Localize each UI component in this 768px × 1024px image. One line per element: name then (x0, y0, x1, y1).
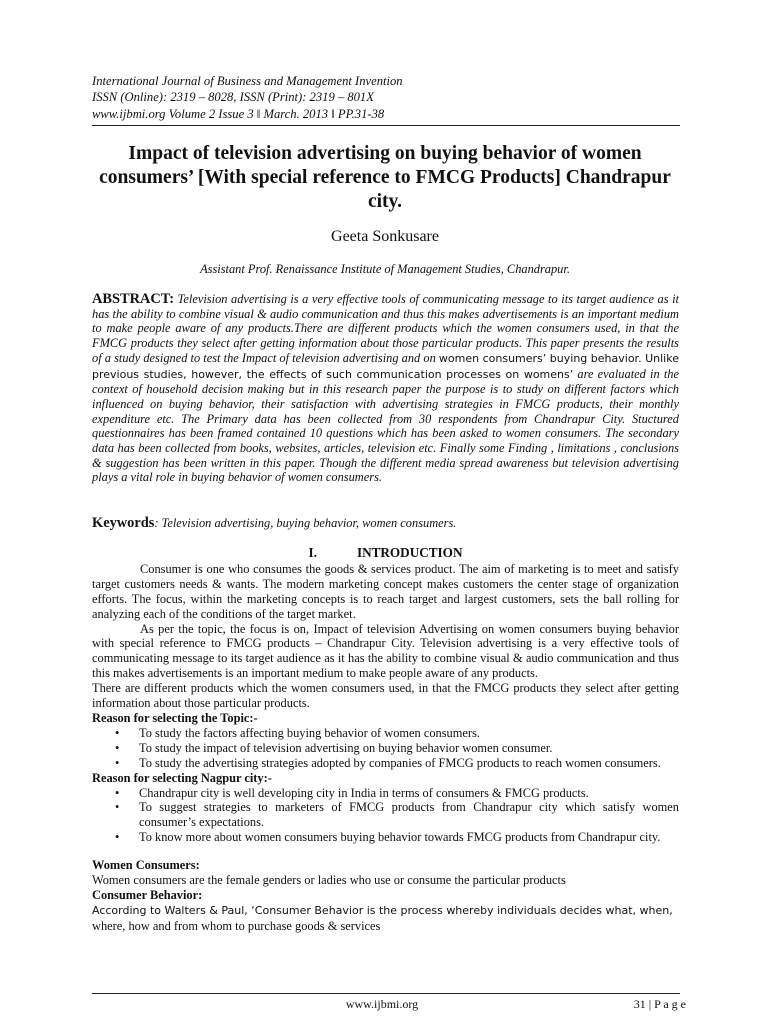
abstract-text-cont: are evaluated in the context of household decision making but in this research paper the purpose is to study on different factors which influenced on buying behavior, their satisfaction with advertising strategies in FMCG products, their monthly expenditure etc. The Primary data has been collected from 30 respondents from Chandrapur City. Stuctured questionnaires has been framed contained 10 questions which has been asked to women consumers. The secondary data has been collected from books, websites, articles, television etc. Finally some Finding , limitations , conclusions & suggestion has been written in this paper. Though the different media spread awareness but television advertising plays a vital role in buying behavior of women consumers. (92, 366, 679, 485)
bullet-icon: • (115, 785, 120, 800)
intro-paragraph-2: As per the topic, the focus is on, Impact of television Advertising on women consumers buying behavior with special reference to FMCG products – Chandrapur City. Television advertising is a very effective tools of communicating message to its target audience as it has the ability to combine visual & audio communication and thus this makes advertisements is an important medium to make people aware of any products. (92, 621, 679, 681)
bullet-icon: • (115, 800, 120, 815)
author-affiliation: Assistant Prof. Renaissance Institute of Management Studies, Chandrapur. (200, 262, 570, 276)
section-title: INTRODUCTION (356, 545, 463, 560)
list-item: • To study the factors affecting buying behavior of women consumers. (115, 725, 480, 740)
women-consumers-heading: Women Consumers: (92, 858, 200, 873)
abstract-label: ABSTRACT: (92, 291, 175, 307)
journal-header (92, 73, 692, 122)
section-heading (92, 546, 679, 561)
topic-reasons-list (92, 726, 679, 771)
bullet-icon: • (115, 725, 120, 740)
list-item: • Chandrapur city is well developing city in India in terms of consumers & FMCG products. (115, 785, 589, 800)
women-consumers-text: Women consumers are the female genders or ladies who use or consume the particular products (92, 873, 566, 888)
journal-name: International Journal of Business and Management Invention (92, 74, 403, 88)
topic-reasons-heading: Reason for selecting the Topic:- (92, 710, 258, 725)
footer-url: www.ijbmi.org (345, 997, 419, 1011)
city-reasons-heading: Reason for selecting Nagpur city:- (92, 770, 272, 785)
header-rule (92, 125, 680, 126)
consumer-behavior-heading: Consumer Behavior: (92, 887, 203, 902)
abstract-text: Television advertising is a very effective tools of communicating message to its target audience as it has the ability to combine visual & audio communication and thus this makes advertisements is an important medium to make people aware of any products.There are different products which the women consumers used, in that the FMCG products they select after getting information about those particular products. This paper presents the results of a study designed to test the Impact of television advertising and on (92, 292, 679, 365)
journal-volume: www.ijbmi.org Volume 2 Issue 3 ǁ March. 2013 ǁ PP.31-38 (92, 106, 385, 121)
bullet-icon: • (115, 755, 120, 770)
bullet-icon: • (115, 830, 120, 845)
consumer-behavior-quote: According to Walters & Paul, ‘Consumer Behavior is the process whereby individuals decides what, when, (92, 903, 673, 917)
footer-rule (92, 993, 680, 994)
bullet-icon: • (115, 740, 120, 755)
keywords (92, 515, 679, 532)
city-reasons-list (92, 786, 679, 846)
list-item: • To study the advertising strategies adopted by companies of FMCG products to reach women consumers. (115, 755, 661, 770)
paper-author: Geeta Sonkusare (331, 228, 439, 245)
keywords-label: Keywords (92, 515, 155, 531)
journal-issn: ISSN (Online): 2319 – 8028, ISSN (Print): 2319 – 801X (92, 90, 374, 105)
abstract-text-sans: women consumers’ buying behavior. Unlike previous studies, however, the effects of such communication processes on womens’ (92, 351, 679, 381)
intro-paragraph-3: There are different products which the women consumers used, in that the FMCG products they select after getting information about those particular products. (92, 681, 679, 711)
abstract (92, 292, 679, 485)
section-number: I. (308, 545, 317, 560)
introduction-section (92, 546, 679, 934)
keywords-text: : Television advertising, buying behavior, women consumers. (154, 516, 457, 530)
consumer-behavior-text (92, 903, 679, 934)
paper-title: Impact of television advertising on buying behavior of women consumers’ [With special reference to FMCG Products] Chandrapur city. (99, 143, 671, 212)
consumer-behavior-text-cont: where, how and from whom to purchase goods & services (92, 918, 381, 933)
page-number: 31 | P a g e (633, 997, 686, 1011)
list-item: • To know more about women consumers buying behavior towards FMCG products from Chandrapur city. (115, 830, 661, 845)
intro-paragraph-1: Consumer is one who consumes the goods & services product. The aim of marketing is to meet and satisfy target customers needs & wants. The modern marketing concept makes customers the center stage of organization efforts. The focus, within the marketing concepts is to reach target and largest customers, sets the ball rolling for analyzing each of the conditions of the target market. (92, 561, 679, 621)
spacer (92, 845, 679, 858)
list-item: • To study the impact of television advertising on buying behavior women consumer. (115, 740, 553, 755)
list-item: • To suggest strategies to marketers of FMCG products from Chandrapur city which satisfy women consumer’s expectations. (115, 800, 679, 830)
